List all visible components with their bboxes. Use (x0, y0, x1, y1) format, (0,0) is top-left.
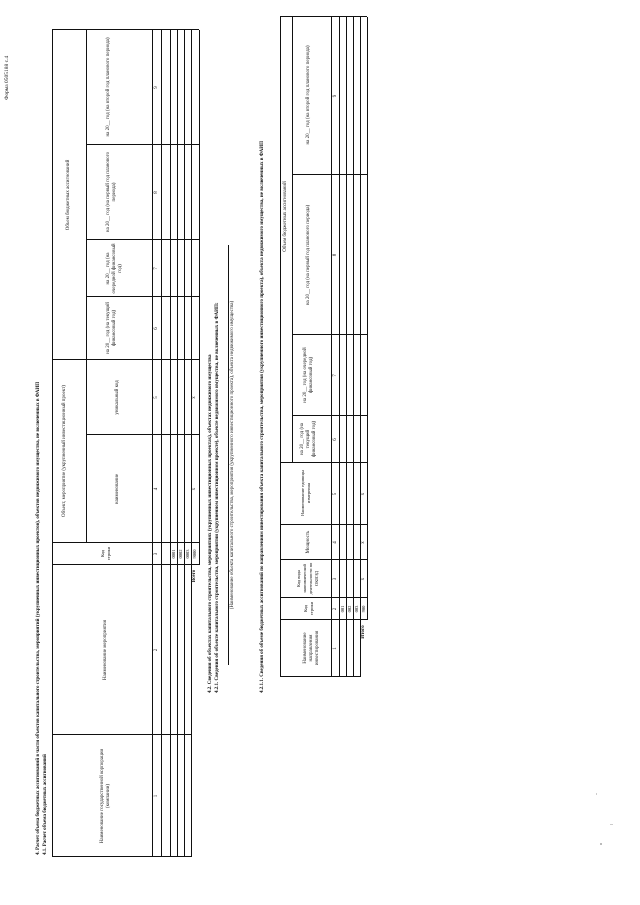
t2-total-label: Итого (361, 625, 366, 639)
t2-header-okved: Код вида экономической деятельности по ОКВЭД (296, 562, 319, 595)
t2-colnum: 3 (333, 577, 338, 581)
t2-colnum: 8 (333, 253, 338, 257)
scan-speck (600, 843, 602, 845)
t1-header-object-group: Объект, мероприятие (укрупненный инвестиционный проект) (62, 385, 67, 517)
t1-row-code: 0002 (178, 549, 183, 559)
t1-header-corporation: Наименование государственной корпорации (компании) (100, 748, 111, 844)
t1-total-code: 9000 (192, 549, 197, 559)
t1-total-x: x (192, 396, 197, 399)
t1-colnum: 9 (154, 86, 159, 89)
section-4-title: 4. Расчет объема бюджетных ассигнований в части объектов капитального строительства, мероприятий (укрупненных инвестиционных проектов), объектов недвижимого имущества, не включенных в ФАИП (36, 381, 41, 855)
section-4-1-title: 4.1. Расчет объема бюджетных ассигнований (43, 754, 48, 855)
t1-colnum: 4 (154, 487, 159, 491)
t1-total-label: Всего (192, 569, 197, 583)
t2-total-x: x (361, 541, 366, 544)
t1-row-code: 0001 (171, 549, 176, 559)
t2-colnum: 7 (333, 374, 338, 377)
t2-header-volume-group: Объем бюджетных ассигнований (283, 181, 288, 252)
t1-header-year-current: на 20__ год (на текущий финансовый год) (106, 302, 117, 354)
section-4-2-title: 4.2. Сведения об объектах капитального строительства, мероприятиях (укрупненных инвестиционных проектах), объектах недвижимого имущества (208, 354, 213, 693)
t1-header-year-next: на 20__ год (на очередной финансовый год) (106, 243, 123, 294)
t2-row-code: 002 (347, 605, 352, 613)
t2-row-code: 003 (354, 605, 359, 613)
t1-colnum: 3 (154, 552, 159, 556)
t2-header-year-next: на 20__ год (на очередной финансовый год) (303, 347, 314, 403)
t2-colnum: 1 (333, 647, 338, 650)
t1-header-row-code: Код строки (100, 546, 111, 561)
t1-colnum: 8 (154, 191, 159, 194)
t2-row-code: 001 (340, 605, 345, 613)
section-4-2-1-1-title: 4.2.1.1. Сведения об объеме бюджетных ассигнований по направлениям инвестирования объекта капитального строительства, мероприятия (укрупненного инвестиционного проекта), объекта недвижимого имущества, не включенных в ФАИП (260, 140, 265, 693)
t2-header-direction: Наименование направления инвестирования (303, 630, 320, 666)
t2-total-code: 900 (361, 605, 366, 613)
t1-total-x: x (192, 487, 197, 491)
t1-header-object-name: наименование (115, 473, 120, 505)
t1-colnum: 6 (154, 327, 159, 330)
t1-colnum: 1 (154, 794, 159, 798)
t1-header-measure: Наименование мероприятия (103, 619, 108, 681)
t1-colnum: 7 (154, 267, 159, 270)
t2-header-row-code: Код строки (303, 601, 314, 616)
scan-speck (610, 824, 613, 825)
t1-header-object-code: уникальный код (115, 380, 120, 415)
t2-header-year-plan1: на 20__ год (на первый год планового периода) (306, 204, 311, 306)
t1-header-year-plan2: на 20__ год (на второй год планового периода) (106, 37, 111, 137)
t2-colnum: 2 (333, 607, 338, 611)
t2-colnum: 6 (333, 438, 338, 441)
t2-colnum: 9 (333, 94, 338, 98)
t2-total-x: x (361, 577, 366, 581)
t2-header-capacity: Мощность (306, 530, 311, 554)
t2-colnum: 4 (333, 541, 338, 544)
t1-colnum: 5 (154, 396, 159, 399)
object-name-caption: (Наименование объекта капитального строительства, мероприятия (укрупненного инвестиционного проекта), объекта недвижимого имущества) (230, 300, 235, 610)
t2-total-x: x (361, 492, 366, 496)
t1-header-year-plan1: на 20__ год (на первый год планового периода) (106, 151, 117, 233)
t2-colnum: 5 (333, 492, 338, 496)
scan-speck (596, 793, 597, 795)
form-code: Форма 0505188 с.4 (4, 55, 10, 100)
t1-row-code: 0003 (185, 549, 190, 559)
t2-header-unit: Наименование единицы измерения (300, 469, 311, 517)
section-4-2-1-title: 4.2.1. Сведения об объекте капитального строительства, мероприятии (укрупненном инвестиционном проекте), объекте недвижимого имущества, не включенных в ФАИП: (215, 302, 220, 693)
t1-colnum: 2 (154, 648, 159, 652)
t2-header-year-plan2: на 20__ год (на второй год планового периода) (306, 45, 311, 145)
t1-header-volume-group: Объем бюджетных ассигнований (66, 159, 71, 231)
t2-header-year-current: на 20__ год (на текущий финансовый год) (300, 420, 317, 458)
